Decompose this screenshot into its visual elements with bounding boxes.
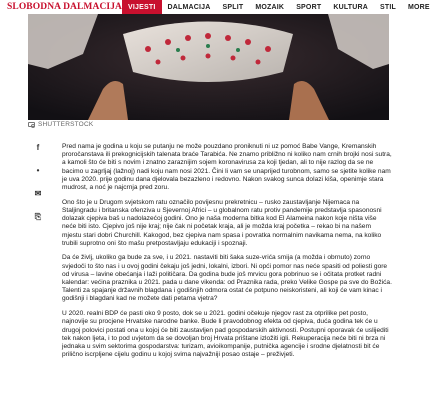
nav-item-more[interactable]: MORE	[408, 3, 430, 11]
nav-item-split[interactable]: SPLIT	[222, 3, 244, 11]
image-credit-text: SHUTTERSTOCK	[38, 121, 94, 128]
article-paragraph: Pred nama je godina u koju se putanju ne može pouzdano proniknuti ni uz pomoć Babe Vange, Kremanskih proročanstava ili prekognicijskih talenata braće Tarabića. Ne znamo približno ni koliko nam crnih brojki nosi sutra, a kamoli što će biti s novim i znatno zaraznijim sojem koronavirusa za koji tjedan, ali to nije razlog da se ne bacimo u zagrljaj (lažnoj) nadi koju nam nosi 2021. Čini li vam se unaprijed turobnom, samo se sjetite kolike nam je uva 2020. prije godinu dana djelovala bezazleno i redovno. Nakon svakog sunca dolazi kiša, openimje stara mudrost, a noć je najcrnja pred zoru.	[62, 143, 392, 192]
nav-item-vijesti[interactable]: VIJESTI	[122, 0, 161, 14]
copy-link-icon[interactable]: ⎘	[34, 212, 42, 221]
nav-item-dalmacija[interactable]: DALMACIJA	[167, 3, 211, 11]
hero-image	[28, 14, 389, 120]
camera-icon	[28, 122, 35, 127]
main-nav	[122, 0, 436, 14]
share-rail	[32, 142, 44, 234]
site-logo[interactable]: SLOBODNA DALMACIJA	[7, 2, 123, 12]
nav-item-kultura[interactable]: KULTURA	[333, 3, 369, 11]
email-icon[interactable]: ✉	[34, 189, 42, 198]
top-navbar	[0, 0, 430, 14]
article-paragraph: Da će življ, ukoliko ga bude za sve, i u 2021. nastaviti biti šaka suze-vrića smija (a možda i obrnuto) zorno svjedoči to što nas i u ovoj godini čekaju još jedni, lokalni, izbori. Ni opći pomor nas neće spasiti od poliesti gore od virusa – lavine obećanja i laži političara. Da godina bude još mrvicu gora pobrinuo se i očitata protket radni kalendar: većina praznika u 2021. pada u dane vikenda: od Praznika rada, preko Velike Gospe pa sve do Božića. Talenti za spajanje državnih blagdana i godišnjih odmora ostat će potpuno neiskoristeni, ali koji će vam kinac i godišnji i blagdani kad ne možete dati petama vjetra?	[62, 254, 392, 303]
twitter-icon[interactable]: •	[36, 166, 40, 175]
facebook-icon[interactable]: f	[36, 143, 40, 152]
article-body	[62, 143, 392, 366]
nav-item-sport[interactable]: SPORT	[296, 3, 322, 11]
image-credit	[28, 121, 93, 128]
article-paragraph: Ono što je u Drugom svjetskom ratu označilo povijesnu prekretnicu – rusko zaustavljanje Nijemaca na Staljingradu i britanska ofenziva u Sjevernoj Africi – u globalnom ratu protiv pandemije predstavlja spasonosni dolazak cjepiva baš u nadolazećoj godini. Ono je naša moderna bitka kod El Alameina nakon koje ništa više neće biti isto. Cjepivo još nije kraj; nije čak ni početak kraja, ali je možda kraj početka – rekao bi na našem mjestu stari dobri Churchill. Kakogod, bez cjepiva nam spasa i povratka normalnim navikama nema, na koliko trubili suprotno oni što mašu pretpostavljaju edukaciji i spoznaji.	[62, 198, 382, 247]
nav-item-mozaik[interactable]: MOZAIK	[255, 3, 285, 11]
article-paragraph: U 2020. realni BDP će pasti oko 9 posto, dok se u 2021. godini očekuje njegov rast za otprilike pet posto, najnovije su procjene Hrvatske narodne banke. Bude li pravodobnog efekta od cjepiva, duća godina tek će u drugoj polovici postati ona u kojoj će biti zaustavljen pad gospodarskih aktivnosti. Postupni oporavak će uslijediti tek nakon ljeta, i to pod uvjetom da se dovoljan broj Hrvata prištane izložiti igli. Rekuperacija neće biti ni brza ni jednaka u svim sektorima gospodarstva: turizam, avioikompanije, putnička agencije i srodne djelatnosti bit će prilično iscrpljene cijelu godinu u kojoj svima najvažniji posao ostaje – preživjeti.	[62, 310, 389, 359]
hero-illustration	[28, 14, 389, 120]
nav-item-stil[interactable]: STIL	[380, 3, 396, 11]
